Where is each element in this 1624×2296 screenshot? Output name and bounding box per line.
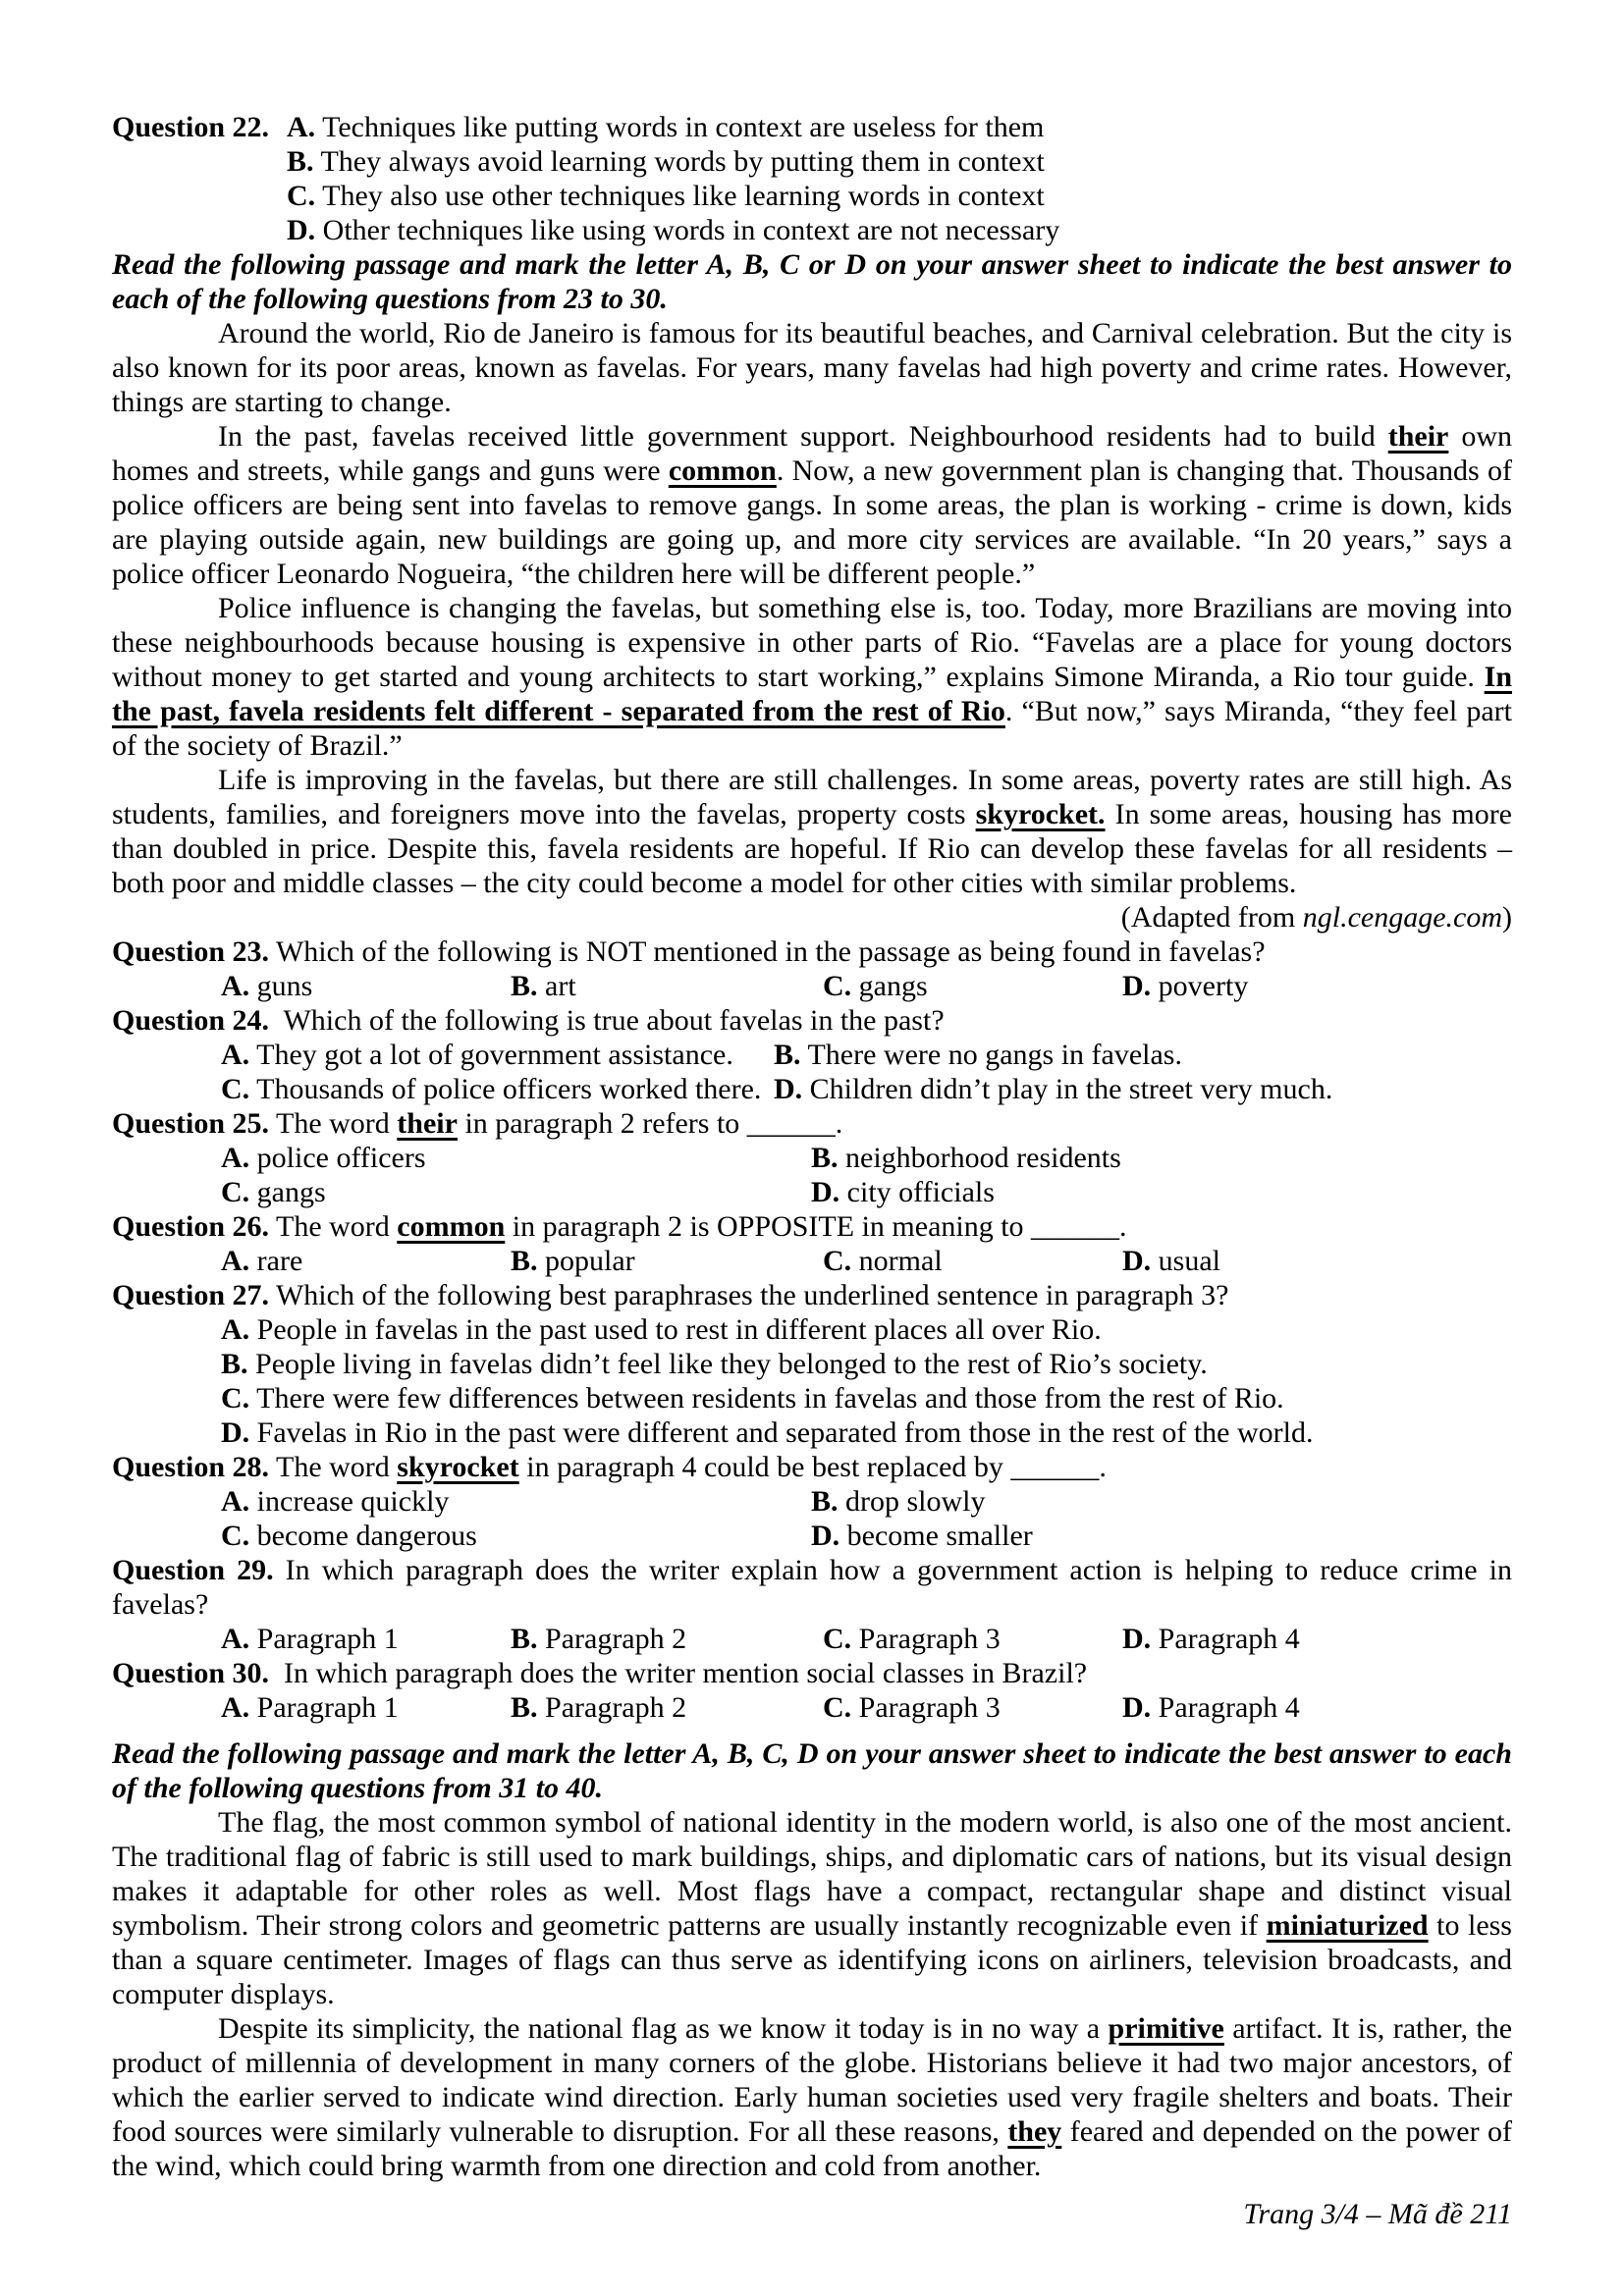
question-29-options — [112, 1622, 1512, 1656]
question-24-options-row-2 — [112, 1072, 1512, 1106]
option-b-cell — [511, 1690, 686, 1725]
question-28-stem — [112, 1450, 1512, 1484]
instructions-questions-31-40 — [112, 1736, 1512, 1805]
option-letter: C. — [823, 1691, 852, 1724]
question-text: in paragraph 2 is OPPOSITE in meaning to ______. — [505, 1210, 1127, 1243]
option-text: guns — [249, 970, 313, 1002]
option-text: They always avoid learning words by putting them in context — [313, 145, 1045, 178]
option-letter: C. — [221, 1176, 250, 1208]
instruction-text: Read the following passage and mark the letter A, B, C, D on your answer sheet to indicate the best answer to each of the following questions from 31 to 40. — [112, 1737, 1512, 1804]
question-29-stem — [112, 1553, 1512, 1622]
option-letter: B. — [221, 1348, 248, 1380]
passage-1-credit — [112, 900, 1512, 934]
question-text: in paragraph 4 could be best replaced by ______. — [518, 1451, 1107, 1483]
paragraph-text: In the past, favelas received little government support. Neighbourhood residents had to build — [218, 420, 1388, 453]
credit-source: ngl.cengage.com — [1302, 901, 1502, 934]
paragraph-text: to less than a square centimeter. Images of flags can thus serve as identifying icons on airliners, television broadcasts, and computer displays. — [112, 1909, 1512, 2010]
option-text: They also use other techniques like learning words in context — [315, 180, 1045, 212]
option-text: Paragraph 3 — [851, 1691, 1001, 1724]
option-text: rare — [249, 1245, 303, 1277]
option-d-cell — [774, 1072, 1332, 1106]
option-letter: D. — [287, 214, 316, 246]
option-letter: B. — [287, 145, 314, 178]
option-letter: D. — [1122, 970, 1152, 1002]
question-text: The word — [269, 1210, 398, 1243]
underlined-sentence: In the past, favela residents felt different - separated from the rest of Rio — [112, 661, 1512, 727]
keyword-skyrocket: skyrocket — [397, 1451, 519, 1483]
question-27-option-c — [221, 1381, 1512, 1415]
option-letter: D. — [1122, 1245, 1152, 1277]
question-25-options-row-1 — [112, 1141, 1512, 1175]
paragraph-text: Despite its simplicity, the national flag as we know it today is in no way a — [218, 2012, 1109, 2045]
passage-1-paragraph-4 — [112, 763, 1512, 900]
option-d-cell — [1122, 1244, 1220, 1278]
question-label: Question 22. — [112, 111, 270, 143]
question-27-option-a — [221, 1312, 1512, 1347]
passage-2-paragraph-1 — [112, 1805, 1512, 2011]
paragraph-text: In some areas, housing has more than doubled in price. Despite this, favela residents are hopeful. If Rio can develop these favelas for all residents – both poor and middle classes – the city could become a model for other cities with similar problems. — [112, 798, 1512, 899]
question-text: Which of the following is NOT mentioned in the passage as being found in favelas? — [269, 935, 1266, 968]
instruction-text: Read the following passage and mark the letter A, B, C or D on your answer sheet to indicate the best answer to each of the following questions from 23 to 30. — [112, 248, 1512, 315]
option-letter: C. — [221, 1073, 250, 1105]
option-letter: C. — [287, 180, 316, 212]
option-letter: B. — [511, 1245, 538, 1277]
question-22-label-cell — [112, 110, 269, 144]
question-23-stem — [112, 934, 1512, 969]
option-c-cell — [221, 1519, 477, 1553]
option-text: gangs — [249, 1176, 326, 1208]
question-label: Question 30. — [112, 1657, 270, 1689]
question-27-stem — [112, 1278, 1512, 1312]
option-a-cell — [221, 1038, 733, 1072]
option-text: city officials — [839, 1176, 995, 1208]
passage-2-paragraph-2 — [112, 2011, 1512, 2183]
paragraph-text: The flag, the most common symbol of national identity in the modern world, is also one of the most ancient. The traditional flag of fabric is still used to mark buildings, ships, and diplomatic cars of nations, but its visual design makes it adaptable for other roles as well. Most flags have a compact, rectangular shape and distinct visual symbolism. Their strong colors and geometric patterns are usually instantly recognizable even if — [112, 1806, 1512, 1942]
question-text: The word — [269, 1451, 398, 1483]
option-letter: D. — [811, 1520, 840, 1552]
option-text: Paragraph 4 — [1151, 1691, 1300, 1724]
option-text: gangs — [851, 970, 928, 1002]
paragraph-text: artifact. It is, rather, the product of millennia of development in many corners of the globe. Historians believe it had two major ancestors, of which the earlier served to indicate wind direction. Early human societies used very fragile shelters and boats. Their food sources were similarly vulnerable to disruption. For all these reasons, — [112, 2012, 1513, 2148]
page-number-label: Trang 3/4 – Mã đề 211 — [1243, 2198, 1512, 2230]
option-a-cell — [221, 969, 312, 1003]
option-text: drop slowly — [838, 1485, 986, 1518]
keyword-common: common — [668, 454, 777, 487]
question-label: Question 23. — [112, 935, 270, 968]
keyword-skyrocket: skyrocket. — [975, 798, 1106, 830]
option-letter: A. — [221, 1623, 250, 1655]
option-a-cell — [221, 1244, 302, 1278]
option-d-cell — [811, 1175, 995, 1209]
question-22-option-c — [287, 179, 1512, 213]
option-c-cell — [221, 1072, 761, 1106]
option-text: normal — [851, 1245, 943, 1277]
question-27-option-b — [221, 1347, 1512, 1381]
page-footer — [112, 2197, 1512, 2231]
question-text: In which paragraph does the writer mention social classes in Brazil? — [269, 1657, 1088, 1689]
option-c-cell — [823, 1690, 1001, 1725]
question-label: Question 24. — [112, 1004, 270, 1037]
option-letter: D. — [1122, 1623, 1152, 1655]
question-28-options-row-2 — [112, 1519, 1512, 1553]
question-label: Question 27. — [112, 1279, 270, 1311]
question-30-stem — [112, 1656, 1512, 1690]
option-a-cell — [221, 1622, 399, 1656]
question-label: Question 28. — [112, 1451, 270, 1483]
keyword-their: their — [397, 1107, 458, 1140]
option-c-cell — [823, 1622, 1001, 1656]
credit-text: (Adapted from — [1120, 901, 1303, 934]
keyword-their: their — [1387, 420, 1449, 453]
question-25-stem — [112, 1106, 1512, 1141]
paragraph-text: . “But now,” says Miranda, “they feel part of the society of Brazil.” — [112, 695, 1512, 762]
option-text: Thousands of police officers worked there. — [249, 1073, 762, 1105]
option-text: People living in favelas didn’t feel like they belonged to the rest of Rio’s society. — [247, 1348, 1208, 1380]
option-b-cell — [511, 1622, 686, 1656]
option-text: popular — [537, 1245, 635, 1277]
option-letter: C. — [221, 1520, 250, 1552]
keyword-primitive: primitive — [1108, 2012, 1224, 2045]
question-22-row — [112, 110, 1512, 144]
option-letter: B. — [511, 970, 538, 1002]
option-d-cell — [811, 1519, 1033, 1553]
passage-1-paragraph-1 — [112, 316, 1512, 419]
option-letter: D. — [774, 1073, 803, 1105]
option-d-cell — [1122, 1690, 1300, 1725]
option-text: become smaller — [839, 1520, 1033, 1552]
paragraph-text: Around the world, Rio de Janeiro is famous for its beautiful beaches, and Carnival celebration. But the city is also known for its poor areas, known as favelas. For years, many favelas had high poverty and crime rates. However, things are starting to change. — [112, 317, 1512, 418]
question-text: In which paragraph does the writer explain how a government action is helping to reduce crime in favelas? — [112, 1554, 1512, 1621]
paragraph-text: feared and depended on the power of the wind, which could bring warmth from one direction and cold from another. — [112, 2115, 1512, 2182]
option-text: Techniques like putting words in context are useless for them — [315, 111, 1045, 143]
option-text: There were few differences between residents in favelas and those from the rest of Rio. — [249, 1382, 1284, 1415]
option-text: There were no gangs in favelas. — [800, 1039, 1182, 1071]
question-24-stem — [112, 1003, 1512, 1038]
question-text: Which of the following is true about favelas in the past? — [269, 1004, 945, 1037]
option-b-cell — [511, 969, 576, 1003]
option-text: Paragraph 4 — [1151, 1623, 1300, 1655]
option-d-cell — [1122, 969, 1248, 1003]
option-letter: A. — [221, 1142, 250, 1174]
keyword-they: they — [1007, 2115, 1062, 2148]
question-30-options — [112, 1690, 1512, 1725]
option-a-cell — [221, 1484, 449, 1519]
option-b-cell — [811, 1484, 986, 1519]
option-c-cell — [823, 1244, 943, 1278]
option-letter: B. — [511, 1623, 538, 1655]
option-text: Paragraph 2 — [537, 1691, 687, 1724]
option-letter: A. — [221, 1245, 250, 1277]
question-25-options-row-2 — [112, 1175, 1512, 1209]
option-letter: C. — [823, 970, 852, 1002]
instructions-questions-23-30 — [112, 247, 1512, 316]
question-26-stem — [112, 1209, 1512, 1244]
question-22-option-d — [287, 213, 1512, 247]
option-text: Other techniques like using words in context are not necessary — [315, 214, 1060, 246]
option-letter: B. — [774, 1039, 801, 1071]
option-b-cell — [511, 1244, 635, 1278]
question-label: Question 25. — [112, 1107, 270, 1140]
option-c-cell — [221, 1175, 326, 1209]
keyword-common: common — [397, 1210, 506, 1243]
passage-1-paragraph-3 — [112, 591, 1512, 763]
question-text: Which of the following best paraphrases the underlined sentence in paragraph 3? — [269, 1279, 1229, 1311]
option-letter: B. — [811, 1142, 839, 1174]
question-22-option-b — [287, 144, 1512, 179]
option-c-cell — [823, 969, 928, 1003]
paragraph-text: . Now, a new government plan is changing that. Thousands of police officers are being sent into favelas to remove gangs. In some areas, the plan is working - crime is down, kids are playing outside again, new buildings are going up, and more city services are available. “In 20 years,” says a police officer Leonardo Nogueira, “the children here will be different people.” — [112, 454, 1512, 590]
option-letter: A. — [221, 1485, 250, 1518]
option-text: Paragraph 2 — [537, 1623, 687, 1655]
option-text: neighborhood residents — [838, 1142, 1121, 1174]
option-letter: C. — [823, 1245, 852, 1277]
question-26-options — [112, 1244, 1512, 1278]
option-letter: A. — [221, 970, 250, 1002]
option-text: usual — [1151, 1245, 1220, 1277]
paragraph-text: Police influence is changing the favelas, but something else is, too. Today, more Brazilians are moving into these neighbourhoods because housing is expensive in other parts of Rio. “Favelas are a place for young doctors without money to get started and young architects to start working,” explains Simone Miranda, a Rio tour guide. — [112, 592, 1512, 693]
question-27-option-d — [221, 1415, 1512, 1450]
paragraph-text: Life is improving in the favelas, but there are still challenges. In some areas, poverty rates are still high. As students, families, and foreigners move into the favelas, property costs — [112, 764, 1512, 830]
option-letter: D. — [811, 1176, 840, 1208]
option-text: art — [537, 970, 576, 1002]
option-text: become dangerous — [249, 1520, 477, 1552]
option-letter: A. — [287, 111, 316, 143]
question-text: in paragraph 2 refers to ______. — [457, 1107, 843, 1140]
question-28-options-row-1 — [112, 1484, 1512, 1519]
option-text: They got a lot of government assistance. — [249, 1039, 733, 1071]
option-letter: C. — [221, 1382, 250, 1415]
paragraph-text: own homes and streets, while gangs and guns were — [112, 420, 1512, 487]
option-text: Children didn’t play in the street very much. — [802, 1073, 1333, 1105]
option-text: Paragraph 3 — [851, 1623, 1001, 1655]
keyword-miniaturized: miniaturized — [1266, 1909, 1429, 1942]
option-letter: D. — [1122, 1691, 1152, 1724]
question-label: Question 26. — [112, 1210, 270, 1243]
option-d-cell — [1122, 1622, 1300, 1656]
option-a-cell — [221, 1141, 426, 1175]
question-text: The word — [269, 1107, 398, 1140]
question-24-options-row-1 — [112, 1038, 1512, 1072]
option-a-cell — [221, 1690, 399, 1725]
question-22-option-a-cell — [287, 110, 1044, 144]
option-letter: A. — [221, 1039, 250, 1071]
option-b-cell — [774, 1038, 1182, 1072]
option-text: Favelas in Rio in the past were different and separated from those in the rest of the world. — [249, 1416, 1314, 1449]
option-text: Paragraph 1 — [249, 1691, 399, 1724]
option-letter: A. — [221, 1691, 250, 1724]
option-text: People in favelas in the past used to rest in different places all over Rio. — [249, 1313, 1102, 1346]
option-letter: C. — [823, 1623, 852, 1655]
option-text: police officers — [249, 1142, 426, 1174]
option-text: Paragraph 1 — [249, 1623, 399, 1655]
question-23-options — [112, 969, 1512, 1003]
option-letter: D. — [221, 1416, 250, 1449]
option-letter: B. — [811, 1485, 839, 1518]
option-letter: B. — [511, 1691, 538, 1724]
exam-page — [112, 110, 1512, 2231]
option-letter: A. — [221, 1313, 250, 1346]
question-label: Question 29. — [112, 1554, 274, 1586]
option-text: poverty — [1151, 970, 1249, 1002]
passage-1-paragraph-2 — [112, 419, 1512, 591]
option-b-cell — [811, 1141, 1121, 1175]
option-text: increase quickly — [249, 1485, 450, 1518]
credit-text: ) — [1502, 901, 1512, 934]
